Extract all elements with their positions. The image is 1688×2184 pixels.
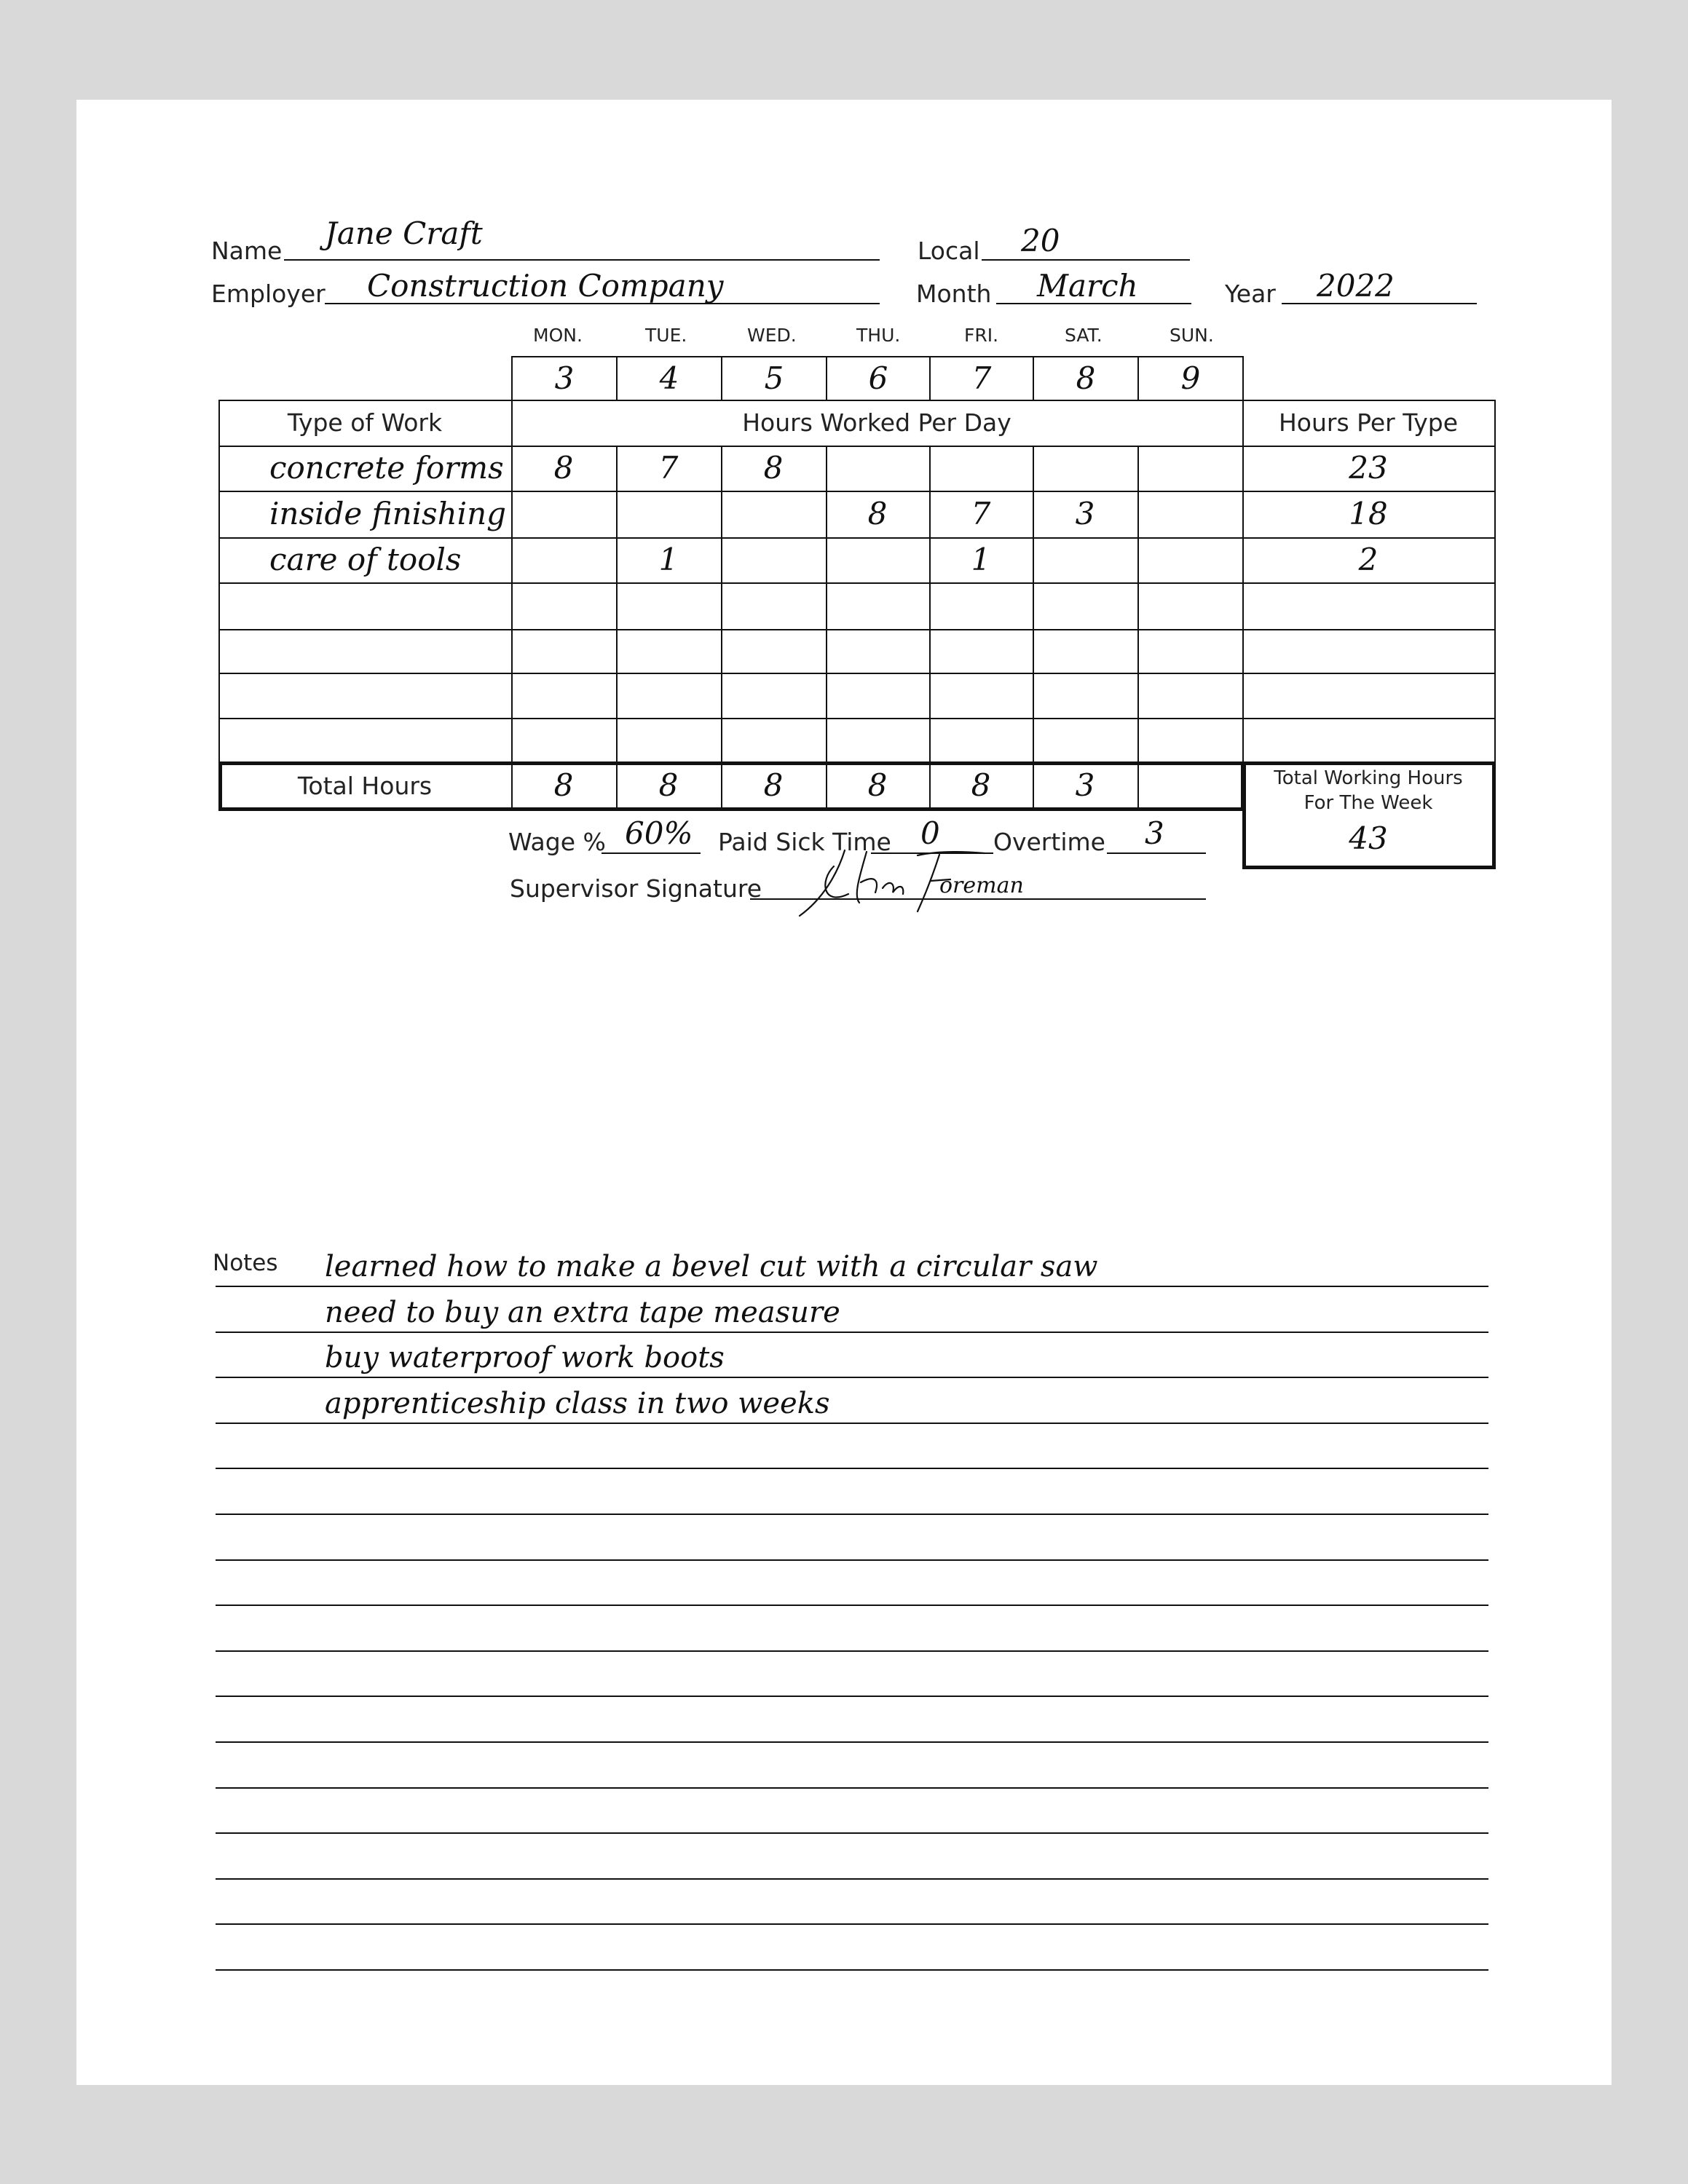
notes-label: Notes	[213, 1250, 278, 1276]
date-cell: 3	[511, 356, 618, 401]
notes-rule	[216, 1468, 1488, 1469]
daily-total-cell: 8	[867, 767, 888, 803]
work-type-cell	[218, 629, 511, 673]
supervisor-signature-label: Supervisor Signature	[510, 874, 762, 903]
hours-cell	[929, 582, 1033, 629]
hours-cell	[721, 537, 826, 582]
note-line: apprenticeship class in two weeks	[325, 1387, 830, 1420]
hours-cell: 1	[658, 542, 679, 577]
type-total-cell	[1242, 629, 1494, 673]
hours-cell	[929, 718, 1033, 763]
total-hours-label: Total Hours	[297, 771, 433, 800]
notes-rule	[216, 1923, 1488, 1925]
hours-cell	[721, 629, 826, 673]
type-total-cell: 23	[1349, 450, 1388, 486]
hours-cell	[616, 582, 721, 629]
type-of-work-header: Type of Work	[287, 408, 443, 437]
daily-total-cell: 3	[1075, 767, 1095, 803]
hours-cell	[721, 582, 826, 629]
name-label: Name	[211, 237, 283, 265]
sick-time-label: Paid Sick Time	[718, 828, 891, 856]
day-label-sun: SUN.	[1170, 325, 1214, 346]
notes-rule	[216, 1787, 1488, 1789]
note-line: learned how to make a bevel cut with a circular saw	[325, 1250, 1098, 1283]
hours-cell	[511, 582, 616, 629]
hours-cell: 8	[867, 496, 888, 531]
date-cell: 4	[616, 356, 722, 401]
hours-cell	[1137, 582, 1242, 629]
hours-cell	[1033, 537, 1137, 582]
daily-total-cell: 8	[553, 767, 574, 803]
hours-cell	[1033, 629, 1137, 673]
hours-cell: 8	[553, 450, 574, 486]
hours-cell: 7	[658, 450, 679, 486]
hours-cell	[616, 673, 721, 718]
hours-per-type-header: Hours Per Type	[1278, 408, 1459, 437]
notes-rule	[216, 1377, 1488, 1378]
wage-value: 60%	[625, 815, 693, 851]
wage-label: Wage %	[508, 828, 606, 856]
hours-cell	[929, 446, 1033, 491]
hours-cell	[826, 446, 929, 491]
notes-rule	[216, 1878, 1488, 1880]
hours-cell	[721, 718, 826, 763]
overtime-underline	[1107, 852, 1206, 854]
wage-underline	[602, 852, 701, 854]
hours-cell	[1137, 673, 1242, 718]
overtime-label: Overtime	[993, 828, 1105, 856]
hours-cell	[721, 673, 826, 718]
hours-cell: 1	[971, 542, 991, 577]
hours-cell	[1033, 446, 1137, 491]
date-cell: 6	[826, 356, 931, 401]
note-line: need to buy an extra tape measure	[325, 1296, 840, 1329]
daily-total-cell: 8	[763, 767, 784, 803]
name-value: Jane Craft	[325, 215, 483, 251]
hours-cell	[1033, 718, 1137, 763]
sick-time-value: 0	[920, 815, 940, 851]
date-cell: 5	[721, 356, 827, 401]
hours-cell	[1137, 537, 1242, 582]
hours-cell	[826, 629, 929, 673]
type-total-cell	[1242, 673, 1494, 718]
hours-cell	[1033, 673, 1137, 718]
hours-cell	[511, 718, 616, 763]
hours-cell	[1137, 446, 1242, 491]
notes-rule	[216, 1332, 1488, 1333]
notes-rule	[216, 1832, 1488, 1834]
notes-rule	[216, 1969, 1488, 1971]
notes-rule	[216, 1605, 1488, 1606]
day-label-thu: THU.	[856, 325, 901, 346]
work-type-cell: care of tools	[269, 542, 462, 577]
day-label-tue: TUE.	[645, 325, 687, 346]
notes-rule	[216, 1741, 1488, 1743]
type-total-cell: 18	[1349, 496, 1388, 531]
work-type-cell: concrete forms	[269, 450, 504, 486]
work-type-cell	[218, 673, 511, 718]
hours-cell	[721, 491, 826, 537]
day-label-mon: MON.	[533, 325, 583, 346]
day-label-fri: FRI.	[964, 325, 999, 346]
hours-cell	[826, 582, 929, 629]
notes-rule	[216, 1514, 1488, 1515]
local-label: Local	[918, 237, 980, 265]
week-total-label: Total Working Hours	[1274, 767, 1463, 789]
hours-cell	[511, 537, 616, 582]
name-underline	[284, 259, 880, 261]
supervisor-signature	[794, 837, 1041, 925]
note-line: buy waterproof work boots	[325, 1341, 725, 1374]
week-total-value: 43	[1349, 820, 1388, 856]
overtime-value: 3	[1145, 815, 1164, 851]
hours-cell	[1137, 491, 1242, 537]
hours-cell: 7	[971, 496, 991, 531]
type-total-cell: 2	[1358, 542, 1379, 577]
daily-total-cell: 8	[658, 767, 679, 803]
day-label-sat: SAT.	[1065, 325, 1103, 346]
hours-cell	[1033, 582, 1137, 629]
hours-cell	[616, 629, 721, 673]
employer-value: Construction Company	[367, 268, 724, 304]
hours-cell	[929, 673, 1033, 718]
local-value: 20	[1021, 223, 1060, 258]
day-label-wed: WED.	[747, 325, 797, 346]
hours-cell	[826, 537, 929, 582]
work-type-cell: inside finishing	[269, 496, 507, 531]
type-total-cell	[1242, 582, 1494, 629]
hours-cell: 3	[1075, 496, 1095, 531]
year-value: 2022	[1317, 268, 1395, 304]
month-value: March	[1037, 268, 1138, 304]
hours-cell	[616, 491, 721, 537]
hours-worked-header: Hours Worked Per Day	[742, 408, 1011, 437]
date-cell: 7	[929, 356, 1034, 401]
hours-cell	[826, 673, 929, 718]
hours-cell	[1137, 718, 1242, 763]
year-label: Year	[1225, 280, 1276, 308]
work-type-cell	[218, 582, 511, 629]
week-total-label: For The Week	[1304, 792, 1433, 814]
notes-rule	[216, 1286, 1488, 1287]
hours-cell	[616, 718, 721, 763]
hours-cell	[826, 718, 929, 763]
employer-label: Employer	[211, 280, 326, 308]
type-total-cell	[1242, 718, 1494, 763]
date-cell: 9	[1137, 356, 1244, 401]
hours-cell	[511, 673, 616, 718]
hours-cell	[511, 629, 616, 673]
hours-cell	[511, 491, 616, 537]
work-type-cell	[218, 718, 511, 763]
local-underline	[982, 259, 1190, 261]
notes-rule	[216, 1696, 1488, 1697]
hours-cell	[1137, 629, 1242, 673]
notes-rule	[216, 1559, 1488, 1561]
hours-cell	[929, 629, 1033, 673]
hours-cell: 8	[763, 450, 784, 486]
notes-rule	[216, 1423, 1488, 1424]
daily-total-cell: 8	[971, 767, 991, 803]
date-cell: 8	[1033, 356, 1139, 401]
notes-rule	[216, 1650, 1488, 1652]
svg-text:oreman: oreman	[939, 873, 1024, 898]
daily-total-cell	[1137, 763, 1242, 808]
month-label: Month	[916, 280, 992, 308]
grid-rule	[1494, 400, 1496, 763]
